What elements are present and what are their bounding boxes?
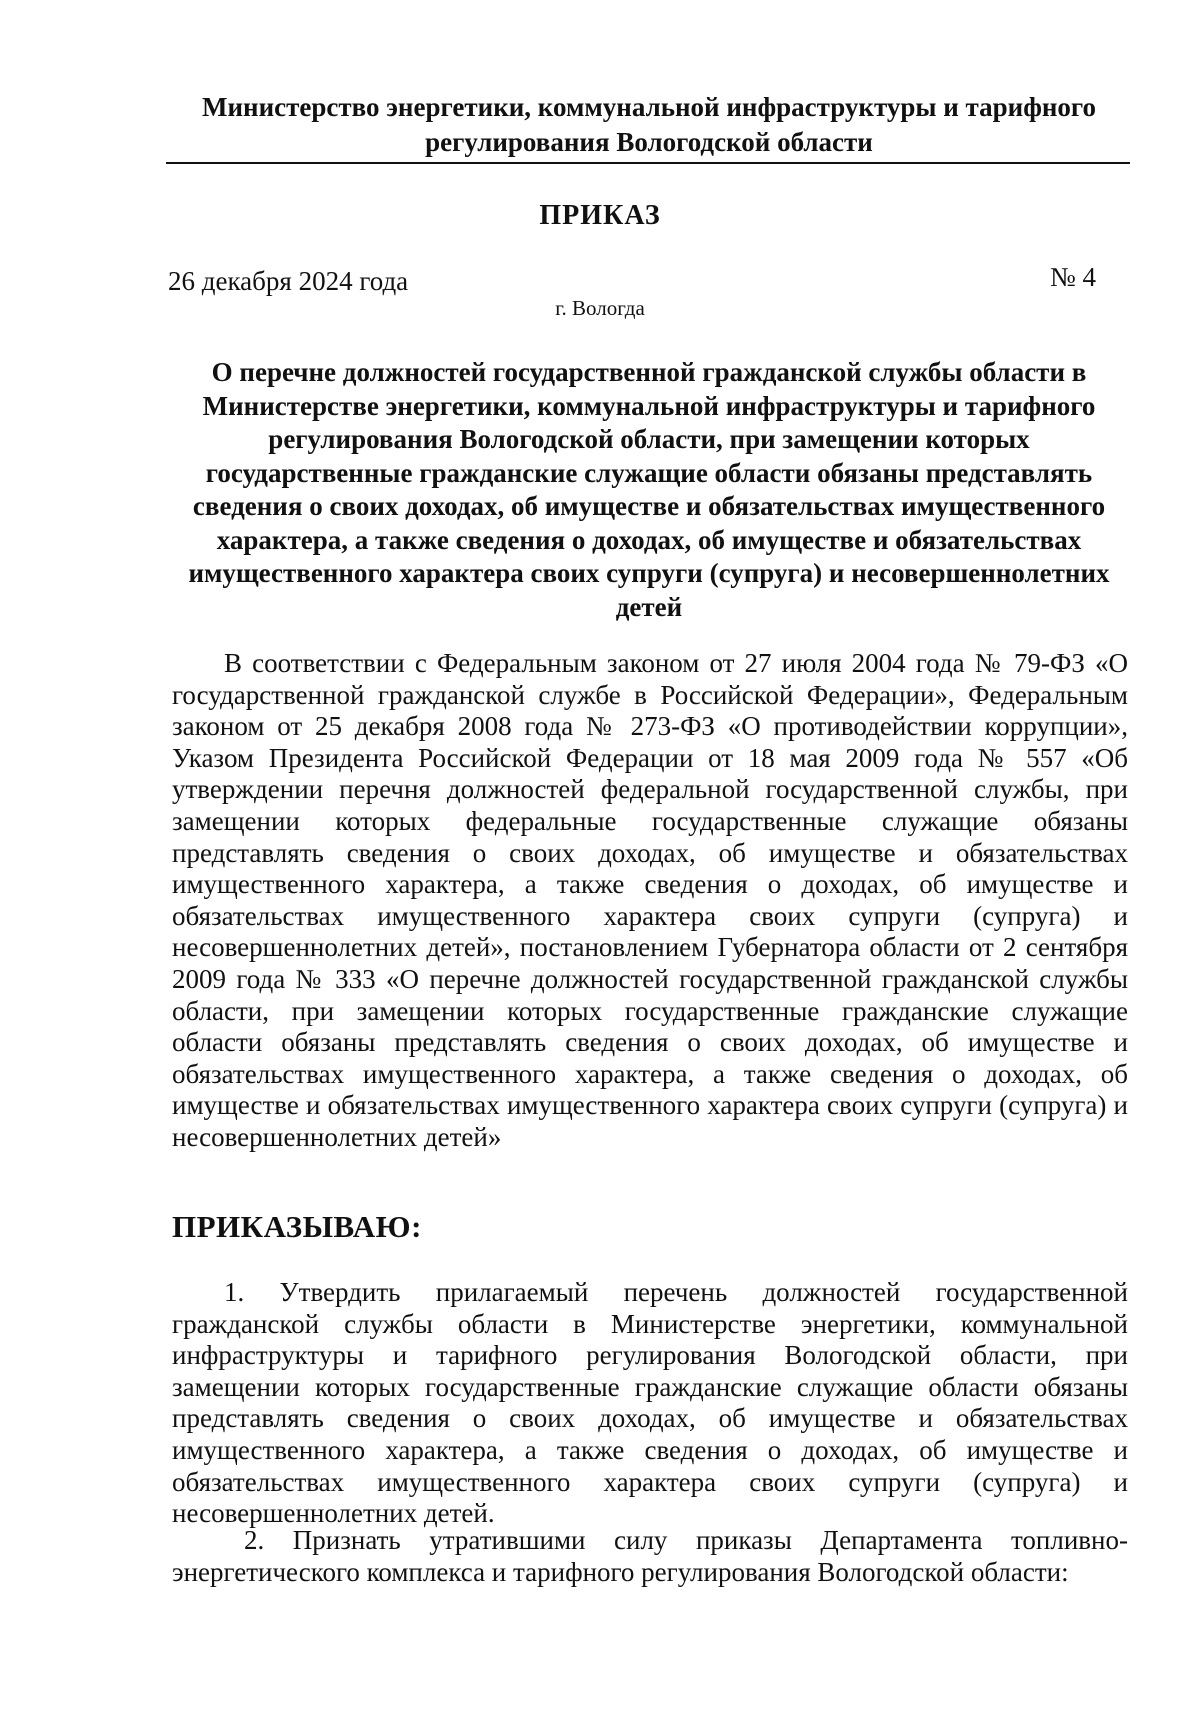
- document-city: г. Вологда: [555, 296, 645, 320]
- order-heading: ПРИКАЗЫВАЮ:: [172, 1209, 422, 1244]
- organization-name: Министерство энергетики, коммунальной инфраструктуры и тарифного регулирования Вологодской области: [201, 92, 1097, 157]
- document-date: 26 декабря 2024 года: [168, 266, 409, 296]
- document-title: О перечне должностей государственной гражданской службы области в Министерстве энергетики, коммунальной инфраструктуры и тарифного регулирования Вологодской области, при замещении которых государственные гражданские служащие области обязаны представлять сведения о своих доходах, об имуществе и обязательствах имущественного характера, а также сведения о доходах, об имуществе и обязательствах имущественного характера своих супруги (супруга) и несовершеннолетних детей: [188, 357, 1110, 622]
- order-item-1: 1. Утвердить прилагаемый перечень должностей государственной гражданской службы области в Министерстве энергетики, коммунальной инфраструктуры и тарифного регулирования Вологодской области, при замещении которых государственные гражданские служащие области обязаны представлять сведения о своих доходах, об имуществе и обязательствах имущественного характера, а также сведения о доходах, об имуществе и обязательствах имущественного характера своих супруги (супруга) и несовершеннолетних детей.: [172, 1277, 1128, 1529]
- document-number: № 4: [1049, 262, 1096, 292]
- header-divider: [166, 162, 1130, 164]
- order-item-2: 2. Признать утратившими силу приказы Департамента топливно-энергетического комплекса и тарифного регулирования Вологодской области:: [172, 1525, 1128, 1587]
- legal-basis-paragraph: В соответствии с Федеральным законом от 27 июля 2004 года № 79-ФЗ «О государственной гражданской службе в Российской Федерации», Федеральным законом от 25 декабря 2008 года № 273-ФЗ «О противодействии коррупции», Указом Президента Российской Федерации от 18 мая 2009 года № 557 «Об утверждении перечня должностей федеральной государственной службы, при замещении которых федеральные государственные служащие обязаны представлять сведения о своих доходах, об имуществе и обязательствах имущественного характера, а также сведения о доходах, об имуществе и обязательствах имущественного характера своих супруги (супруга) и несовершеннолетних детей», постановлением Губернатора области от 2 сентября 2009 года № 333 «О перечне должностей государственной гражданской службы области, при замещении которых государственные гражданские служащие области обязаны представлять сведения о своих доходах, об имуществе и обязательствах имущественного характера, а также сведения о доходах, об имуществе и обязательствах имущественного характера своих супруги (супруга) и несовершеннолетних детей»: [172, 648, 1128, 1152]
- document-type: ПРИКАЗ: [539, 200, 661, 231]
